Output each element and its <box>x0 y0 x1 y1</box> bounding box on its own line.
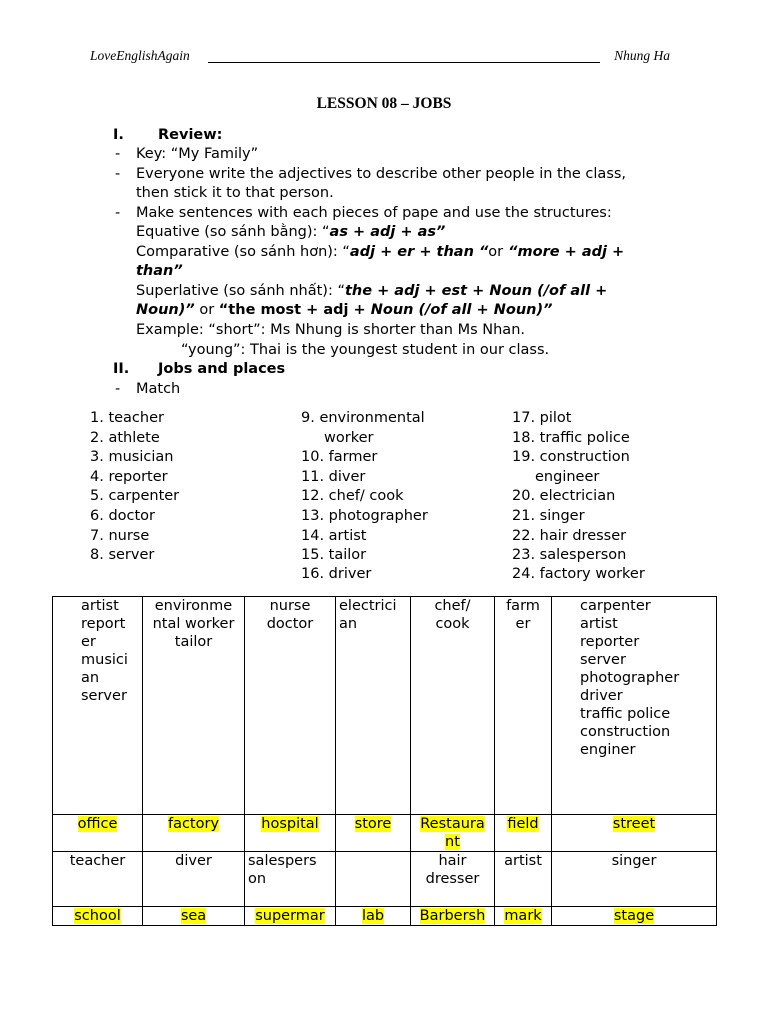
bullet: - <box>115 166 121 182</box>
job-item: 3. musician <box>90 449 174 465</box>
header-rule <box>208 62 600 63</box>
job-item: 10. farmer <box>301 449 378 465</box>
review-heading-number: I. <box>113 127 124 143</box>
comparative-or: or <box>488 244 504 260</box>
cell-line: salespers <box>248 853 317 869</box>
table-cell <box>336 815 411 852</box>
table-cell <box>552 597 717 815</box>
bullet: - <box>115 146 121 162</box>
example-1: Example: “short”: Ms Nhung is shorter than Ms Nhan. <box>136 322 525 338</box>
cell-line: ntal worker <box>152 616 235 632</box>
table-cell <box>143 852 245 907</box>
table-cell <box>53 815 143 852</box>
comparative-line <box>136 243 624 262</box>
place-restaurant-cont: nt <box>445 834 460 850</box>
jobs-instruction: Match <box>136 381 181 397</box>
place-supermarket: supermar <box>255 908 325 924</box>
table-cell <box>336 907 411 926</box>
cell-line: nurse <box>269 598 311 614</box>
table-cell <box>53 852 143 907</box>
job-item: 9. environmental <box>301 410 425 426</box>
place-factory: factory <box>167 816 220 832</box>
cell-line: cook <box>435 616 470 632</box>
cell-line: hair <box>438 853 467 869</box>
comparative-formula: adj + er + than “ <box>349 244 489 260</box>
table-cell <box>336 852 411 907</box>
comparative-label: Comparative (so sánh hơn): “ <box>136 244 350 260</box>
cell-line: tailor <box>174 634 213 650</box>
equative-line <box>136 223 445 242</box>
place-lab: lab <box>361 908 385 924</box>
job-item: 15. tailor <box>301 547 367 563</box>
superlative-formula: the + adj + est + Noun (/of all + <box>344 283 608 299</box>
cell-line: an <box>339 616 358 632</box>
job-item: 20. electrician <box>512 488 616 504</box>
job-item: 21. singer <box>512 508 585 524</box>
header-right: Nhung Ha <box>614 48 670 63</box>
bullet: - <box>115 381 121 397</box>
cell-line: electrici <box>339 598 397 614</box>
superlative-formula-3b: Noun (/of all + Noun)” <box>370 302 553 318</box>
table-cell <box>411 815 495 852</box>
cell-line: artist <box>580 616 618 632</box>
equative-formula: as + adj + as” <box>329 224 446 240</box>
job-item: 23. salesperson <box>512 547 627 563</box>
cell-line: reporter <box>580 634 640 650</box>
table-cell <box>411 597 495 815</box>
superlative-formula-2: Noun)” <box>136 302 195 318</box>
job-item: 1. teacher <box>90 410 164 426</box>
bullet: - <box>115 205 121 221</box>
place-office: office <box>77 816 118 832</box>
lesson-title: LESSON 08 – JOBS <box>316 95 452 112</box>
cell-line: an <box>81 670 100 686</box>
review-heading: Review: <box>158 127 223 143</box>
comparative-formula-3: than” <box>136 263 183 279</box>
table-row <box>53 852 717 907</box>
superlative-line <box>136 282 607 301</box>
job-item: 22. hair dresser <box>512 528 627 544</box>
cell-line: driver <box>580 688 623 704</box>
review-key: Key: “My Family” <box>136 146 259 162</box>
table-cell <box>336 597 411 815</box>
cell-line: carpenter <box>580 598 651 614</box>
review-item-3: Make sentences with each pieces of pape and use the structures: <box>136 205 612 221</box>
example-2: “young”: Thai is the youngest student in our class. <box>181 342 550 358</box>
cell-text: artist <box>504 853 542 869</box>
job-item: engineer <box>535 469 600 485</box>
table-cell <box>53 907 143 926</box>
superlative-formula-3a: “the most + adj + <box>218 302 371 318</box>
table-cell <box>552 907 717 926</box>
cell-line: doctor <box>266 616 314 632</box>
cell-line: chef/ <box>434 598 471 614</box>
place-market: mark <box>504 908 542 924</box>
table-row <box>53 597 717 815</box>
table-cell <box>495 852 552 907</box>
cell-line: environme <box>154 598 233 614</box>
cell-text: teacher <box>69 853 126 869</box>
table-row <box>53 815 717 852</box>
cell-line: traffic police <box>580 706 671 722</box>
job-item: 17. pilot <box>512 410 572 426</box>
cell-line: report <box>81 616 126 632</box>
job-item: 4. reporter <box>90 469 168 485</box>
table-cell <box>495 907 552 926</box>
review-item-2-line-1: Everyone write the adjectives to describe other people in the class, <box>136 166 627 182</box>
table-cell <box>143 815 245 852</box>
table-cell <box>495 815 552 852</box>
cell-line: on <box>248 871 267 887</box>
table-cell <box>495 597 552 815</box>
cell-line: enginer <box>580 742 636 758</box>
cell-line: musici <box>81 652 128 668</box>
superlative-line-2 <box>136 301 552 320</box>
job-item: 12. chef/ cook <box>301 488 404 504</box>
place-store: store <box>354 816 392 832</box>
job-item: worker <box>324 430 374 446</box>
cell-line: server <box>580 652 626 668</box>
header-left: LoveEnglishAgain <box>90 48 190 63</box>
place-school: school <box>74 908 121 924</box>
matching-table <box>52 596 717 926</box>
cell-line: photographer <box>580 670 680 686</box>
review-item-2-line-2: then stick it to that person. <box>136 185 334 201</box>
job-item: 19. construction <box>512 449 630 465</box>
table-cell <box>552 815 717 852</box>
job-item: 11. diver <box>301 469 366 485</box>
job-item: 14. artist <box>301 528 367 544</box>
job-item: 5. carpenter <box>90 488 180 504</box>
cell-line: farm <box>506 598 540 614</box>
cell-text: singer <box>611 853 657 869</box>
cell-line: server <box>81 688 127 704</box>
cell-line: construction <box>580 724 671 740</box>
place-street: street <box>612 816 656 832</box>
superlative-label: Superlative (so sánh nhất): “ <box>136 283 345 299</box>
place-sea: sea <box>180 908 207 924</box>
job-item: 24. factory worker <box>512 566 645 582</box>
job-item: 18. traffic police <box>512 430 630 446</box>
table-cell <box>245 907 336 926</box>
jobs-heading: Jobs and places <box>158 361 286 377</box>
equative-label: Equative (so sánh bằng): “ <box>136 224 330 240</box>
table-cell <box>143 597 245 815</box>
table-cell <box>552 852 717 907</box>
comparative-formula-2: “more + adj + <box>503 244 625 260</box>
superlative-or: or <box>194 302 219 318</box>
cell-line: dresser <box>425 871 480 887</box>
cell-text: diver <box>175 853 212 869</box>
cell-line: artist <box>81 598 119 614</box>
table-row <box>53 907 717 926</box>
table-cell <box>143 907 245 926</box>
table-cell <box>411 852 495 907</box>
jobs-heading-number: II. <box>113 361 130 377</box>
cell-line: er <box>81 634 96 650</box>
place-hospital: hospital <box>261 816 319 832</box>
job-item: 2. athlete <box>90 430 160 446</box>
place-field: field <box>507 816 539 832</box>
job-item: 6. doctor <box>90 508 156 524</box>
place-stage: stage <box>613 908 655 924</box>
table-cell <box>411 907 495 926</box>
table-cell <box>53 597 143 815</box>
job-item: 8. server <box>90 547 155 563</box>
table-cell <box>245 815 336 852</box>
job-item: 13. photographer <box>301 508 428 524</box>
table-cell <box>245 597 336 815</box>
job-item: 16. driver <box>301 566 372 582</box>
page-header <box>90 48 670 66</box>
job-item: 7. nurse <box>90 528 150 544</box>
place-restaurant: Restaura <box>420 816 485 832</box>
table-cell <box>245 852 336 907</box>
cell-line: er <box>515 616 531 632</box>
place-barbershop: Barbersh <box>419 908 486 924</box>
